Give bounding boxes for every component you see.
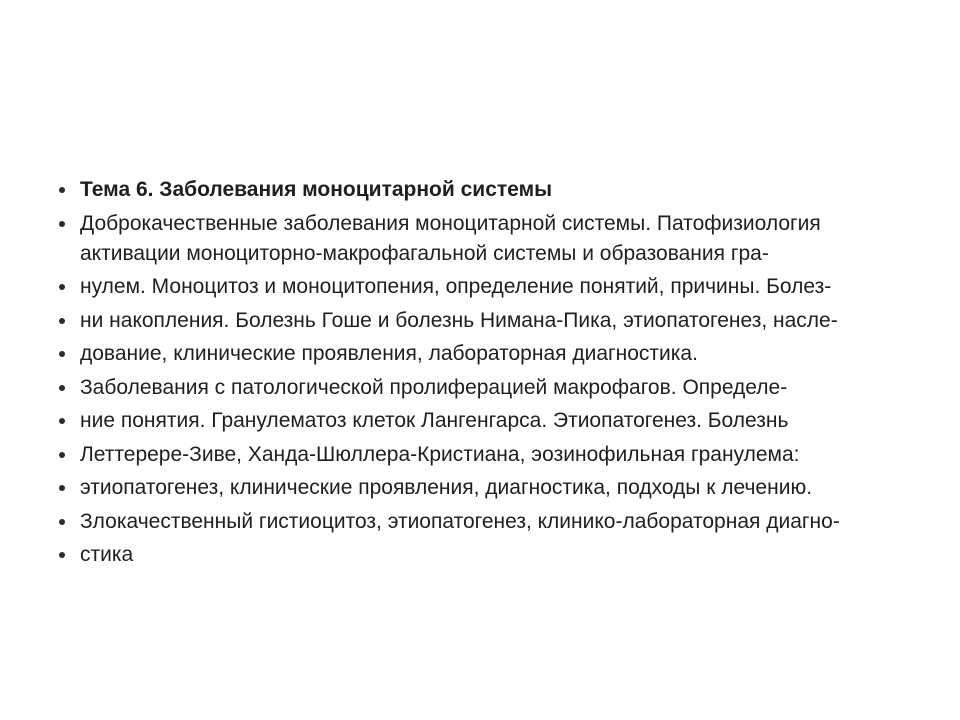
bullet-item-topic-title	[0, 175, 940, 205]
bullet-item	[0, 507, 940, 537]
bullet-text: нулем. Моноцитоз и моноцитопения, определение понятий, причины. Болез-	[80, 275, 832, 298]
bullet-text: Доброкачественные заболевания моноцитарной системы. Патофизиология	[80, 211, 821, 235]
bullet-icon	[59, 519, 65, 525]
bullet-text: Леттерере-Зиве, Ханда-Шюллера-Кристиана, эозинофильная гранулема:	[80, 442, 800, 466]
bullet-icon	[59, 552, 65, 558]
bullet-item	[0, 339, 940, 369]
bullet-item	[0, 440, 940, 470]
bullet-text: Злокачественный гистиоцитоз, этиопатогенез, клинико-лабораторная диагно-	[80, 509, 840, 533]
bullet-icon	[59, 485, 65, 491]
bullet-item	[0, 272, 940, 302]
bullet-text-continuation: активации моноциторно-макрофагальной системы и образования гра-	[80, 241, 769, 265]
bullet-item	[0, 209, 940, 269]
bullet-icon	[59, 418, 65, 424]
bullet-text: стика	[80, 543, 134, 566]
bullet-item	[0, 406, 940, 436]
bullet-icon	[59, 385, 65, 391]
bullet-list	[0, 175, 940, 570]
bullet-text: этиопатогенез, клинические проявления, диагностика, подходы к лечению.	[80, 476, 813, 499]
bullet-text: Тема 6. Заболевания моноцитарной системы	[80, 178, 553, 201]
bullet-text: ние понятия. Гранулематоз клеток Лангенгарса. Этиопатогенез. Болезнь	[80, 409, 789, 432]
bullet-icon	[59, 221, 65, 227]
bullet-item	[0, 373, 940, 403]
bullet-text: дование, клинические проявления, лабораторная диагностика.	[80, 342, 698, 365]
bullet-text: Заболевания с патологической пролиферацией макрофагов. Определе-	[80, 375, 788, 399]
bullet-item	[0, 473, 940, 503]
bullet-item	[0, 540, 940, 570]
bullet-icon	[59, 284, 65, 290]
bullet-icon	[59, 318, 65, 324]
bullet-icon	[59, 452, 65, 458]
bullet-item	[0, 306, 940, 336]
bullet-text: ни накопления. Болезнь Гоше и болезнь Нимана-Пика, этиопатогенез, насле-	[80, 308, 838, 332]
bullet-icon	[59, 187, 65, 193]
bullet-icon	[59, 351, 65, 357]
